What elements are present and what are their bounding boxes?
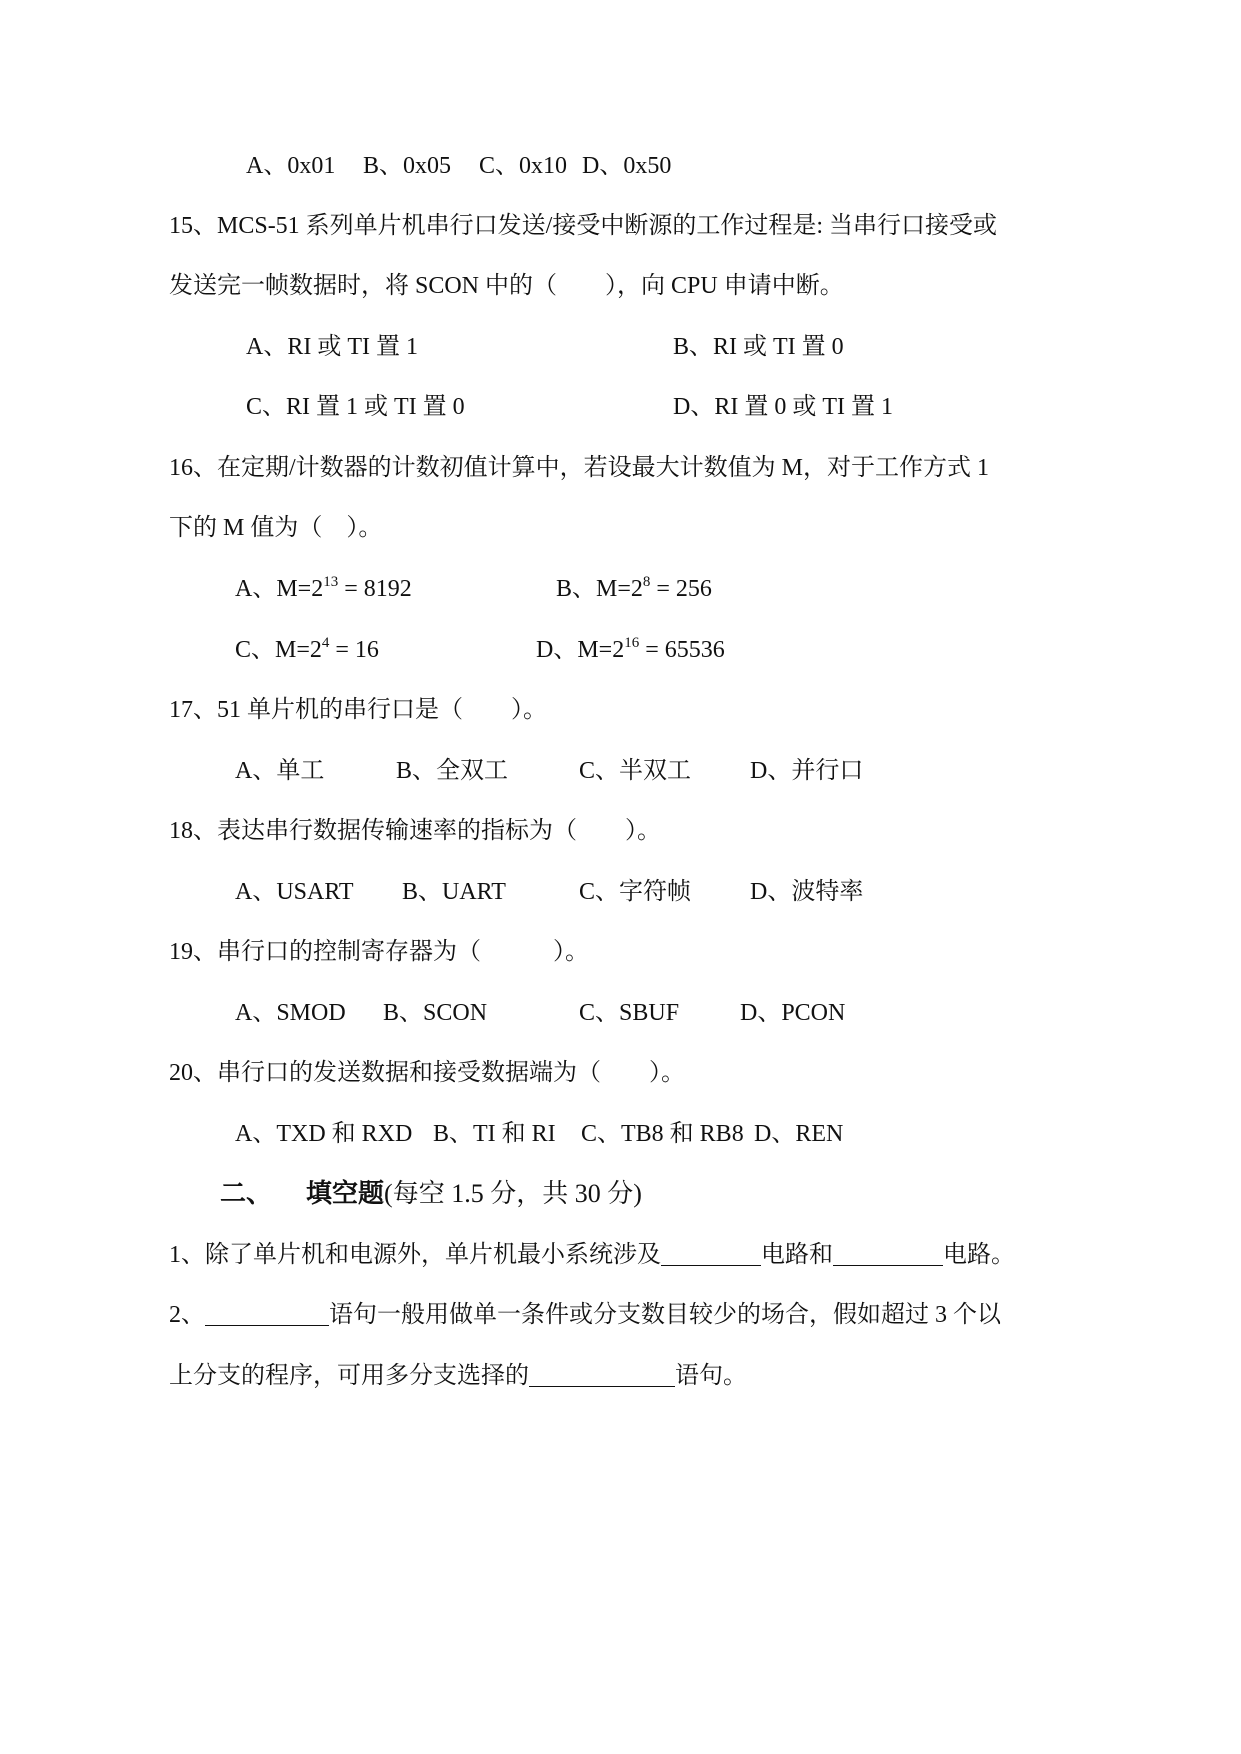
question-15-stem-line1: 15、MCS-51 系列单片机串行口发送/接受中断源的工作过程是: 当串行口接受或 [169,213,998,239]
option-d: D、REN [754,1121,844,1147]
option-a: A、$M=2^{13} = 8192$ [235,574,412,602]
option-d: D、$M=2^{16} = 65536$ [536,635,725,663]
option-a: A、TXD 和 RXD [235,1121,413,1147]
option-a: A、0x01 [246,153,336,179]
option-a: A、USART [235,879,354,905]
option-c: C、SBUF [579,1000,680,1026]
fill-in-question-1: 1、除了单片机和电源外，单片机最小系统涉及 电路和 电路。 [169,1242,1015,1268]
section-number: 二、 [220,1179,273,1208]
option-c: C、字符帧 [579,879,692,905]
fill-in-question-2-line2: 上分支的程序，可用多分支选择的 语句。 [169,1363,747,1389]
answer-blank[interactable] [205,1301,329,1326]
option-d: D、波特率 [750,879,864,905]
answer-blank[interactable] [661,1241,761,1266]
option-a: A、单工 [235,758,325,784]
option-d: D、RI 置 0 或 TI 置 1 [673,394,893,420]
option-b: B、全双工 [396,758,509,784]
question-15-stem-line2: 发送完一帧数据时，将 SCON 中的（ ），向 CPU 申请中断。 [169,273,844,299]
option-c: C、TB8 和 RB8 [581,1121,744,1147]
section-heading [220,1178,642,1210]
fill-in-question-2-line1: 2、 语句一般用做单一条件或分支数目较少的场合，假如超过 3 个以 [169,1302,1001,1328]
option-d: D、并行口 [750,758,864,784]
option-a: A、SMOD [235,1000,346,1026]
option-b: B、TI 和 RI [433,1121,556,1147]
option-c: C、$M=2^4 = 16$ [235,635,379,663]
option-c: C、0x10 [479,153,568,179]
option-d: D、PCON [740,1000,846,1026]
question-17-stem: 17、51 单片机的串行口是（ ）。 [169,697,547,723]
question-19-stem: 19、串行口的控制寄存器为（ ）。 [169,939,589,965]
question-18-stem: 18、表达串行数据传输速率的指标为（ ）。 [169,818,661,844]
question-16-stem-line2: 下的 M 值为（ ）。 [169,515,383,541]
option-b: B、0x05 [363,153,452,179]
option-d: D、0x50 [582,153,672,179]
option-b: B、SCON [383,1000,488,1026]
section-title: 填空题 [306,1179,385,1208]
question-16-stem-line1: 16、在定期/计数器的计数初值计算中，若设最大计数值为 M，对于工作方式 1 [169,455,990,481]
answer-blank[interactable] [833,1241,943,1266]
option-b: B、RI 或 TI 置 0 [673,334,844,360]
section-score-note: (每空 1.5 分，共 30 分) [384,1179,642,1208]
question-20-stem: 20、串行口的发送数据和接受数据端为（ ）。 [169,1060,685,1086]
option-b: B、$M=2^8 = 256$ [556,574,712,602]
option-c: C、RI 置 1 或 TI 置 0 [246,394,465,420]
option-a: A、RI 或 TI 置 1 [246,334,418,360]
option-b: B、UART [402,879,506,905]
option-c: C、半双工 [579,758,692,784]
answer-blank[interactable] [529,1362,675,1387]
